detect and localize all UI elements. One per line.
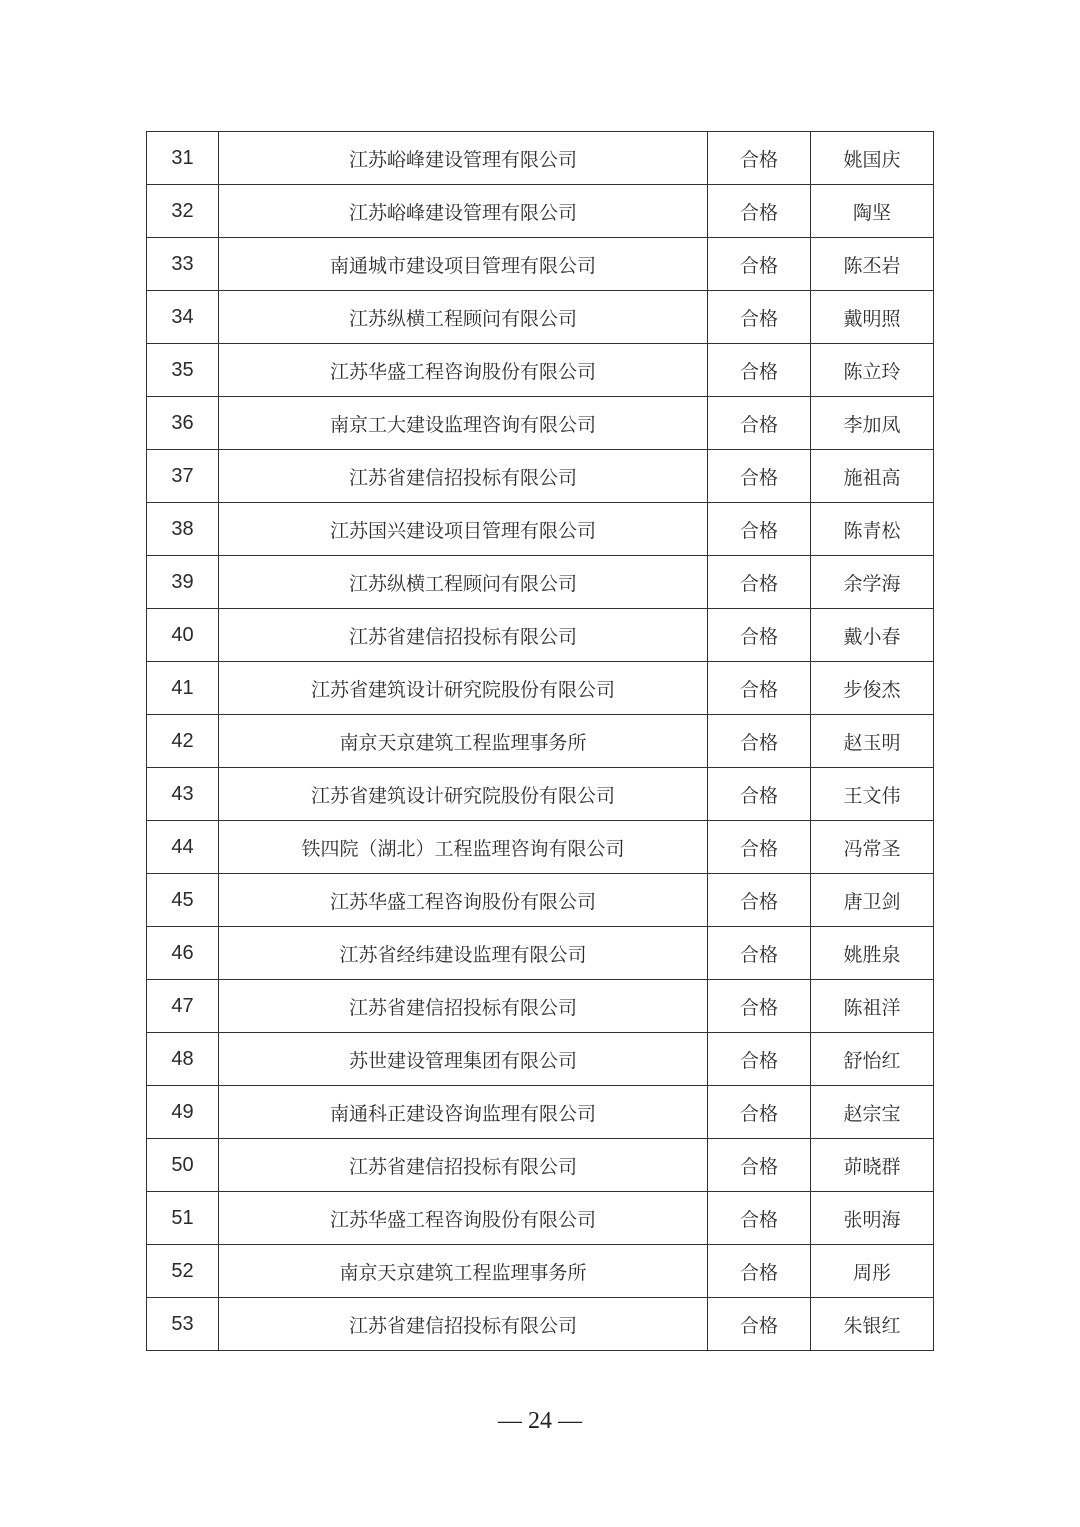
table-row: [147, 715, 934, 768]
result-status: 合格: [708, 1298, 811, 1351]
row-number: 50: [147, 1139, 219, 1192]
result-status: 合格: [708, 1139, 811, 1192]
row-number: 47: [147, 980, 219, 1033]
row-number: 43: [147, 768, 219, 821]
company-name: 江苏省经纬建设监理有限公司: [219, 927, 708, 980]
person-name: 周彤: [811, 1245, 934, 1298]
result-status: 合格: [708, 397, 811, 450]
table-row: [147, 397, 934, 450]
company-name: 江苏省建信招投标有限公司: [219, 980, 708, 1033]
company-name: 江苏省建信招投标有限公司: [219, 609, 708, 662]
person-name: 陈祖洋: [811, 980, 934, 1033]
company-name: 南京天京建筑工程监理事务所: [219, 715, 708, 768]
result-status: 合格: [708, 450, 811, 503]
table-row: [147, 1192, 934, 1245]
table-row: [147, 1245, 934, 1298]
table-row: [147, 980, 934, 1033]
person-name: 李加凤: [811, 397, 934, 450]
company-name: 江苏纵横工程顾问有限公司: [219, 556, 708, 609]
result-status: 合格: [708, 503, 811, 556]
person-name: 步俊杰: [811, 662, 934, 715]
result-status: 合格: [708, 1033, 811, 1086]
row-number: 36: [147, 397, 219, 450]
person-name: 陈立玲: [811, 344, 934, 397]
row-number: 42: [147, 715, 219, 768]
company-name: 江苏华盛工程咨询股份有限公司: [219, 874, 708, 927]
person-name: 王文伟: [811, 768, 934, 821]
person-name: 姚胜泉: [811, 927, 934, 980]
company-name: 南通科正建设咨询监理有限公司: [219, 1086, 708, 1139]
table-row: [147, 556, 934, 609]
result-status: 合格: [708, 609, 811, 662]
person-name: 余学海: [811, 556, 934, 609]
table-row: [147, 768, 934, 821]
result-status: 合格: [708, 768, 811, 821]
result-status: 合格: [708, 132, 811, 185]
row-number: 32: [147, 185, 219, 238]
row-number: 53: [147, 1298, 219, 1351]
row-number: 39: [147, 556, 219, 609]
result-status: 合格: [708, 1192, 811, 1245]
result-status: 合格: [708, 715, 811, 768]
row-number: 34: [147, 291, 219, 344]
company-name: 江苏省建信招投标有限公司: [219, 450, 708, 503]
table-row: [147, 874, 934, 927]
page-number: — 24 —: [498, 1408, 582, 1434]
row-number: 51: [147, 1192, 219, 1245]
person-name: 戴明照: [811, 291, 934, 344]
result-status: 合格: [708, 344, 811, 397]
result-status: 合格: [708, 185, 811, 238]
row-number: 49: [147, 1086, 219, 1139]
row-number: 52: [147, 1245, 219, 1298]
company-name: 江苏峪峰建设管理有限公司: [219, 132, 708, 185]
result-status: 合格: [708, 821, 811, 874]
row-number: 48: [147, 1033, 219, 1086]
company-name: 江苏省建筑设计研究院股份有限公司: [219, 662, 708, 715]
result-status: 合格: [708, 662, 811, 715]
row-number: 44: [147, 821, 219, 874]
person-name: 姚国庆: [811, 132, 934, 185]
row-number: 31: [147, 132, 219, 185]
row-number: 33: [147, 238, 219, 291]
person-name: 茆晓群: [811, 1139, 934, 1192]
result-status: 合格: [708, 1086, 811, 1139]
row-number: 46: [147, 927, 219, 980]
table-row: [147, 927, 934, 980]
person-name: 唐卫剑: [811, 874, 934, 927]
result-status: 合格: [708, 1245, 811, 1298]
person-name: 赵玉明: [811, 715, 934, 768]
table-row: [147, 1086, 934, 1139]
result-status: 合格: [708, 556, 811, 609]
results-table: [146, 131, 934, 1351]
table-row: [147, 238, 934, 291]
table-row: [147, 291, 934, 344]
person-name: 舒怡红: [811, 1033, 934, 1086]
results-table-body: [147, 132, 934, 1351]
row-number: 45: [147, 874, 219, 927]
company-name: 江苏省建筑设计研究院股份有限公司: [219, 768, 708, 821]
row-number: 35: [147, 344, 219, 397]
table-row: [147, 1298, 934, 1351]
company-name: 苏世建设管理集团有限公司: [219, 1033, 708, 1086]
result-status: 合格: [708, 927, 811, 980]
result-status: 合格: [708, 874, 811, 927]
company-name: 江苏国兴建设项目管理有限公司: [219, 503, 708, 556]
person-name: 赵宗宝: [811, 1086, 934, 1139]
row-number: 40: [147, 609, 219, 662]
table-row: [147, 662, 934, 715]
company-name: 南通城市建设项目管理有限公司: [219, 238, 708, 291]
company-name: 铁四院（湖北）工程监理咨询有限公司: [219, 821, 708, 874]
table-row: [147, 450, 934, 503]
row-number: 38: [147, 503, 219, 556]
table-row: [147, 344, 934, 397]
person-name: 陈丕岩: [811, 238, 934, 291]
table-row: [147, 609, 934, 662]
person-name: 冯常圣: [811, 821, 934, 874]
company-name: 江苏华盛工程咨询股份有限公司: [219, 1192, 708, 1245]
table-row: [147, 1033, 934, 1086]
company-name: 江苏省建信招投标有限公司: [219, 1139, 708, 1192]
person-name: 陶坚: [811, 185, 934, 238]
company-name: 江苏纵横工程顾问有限公司: [219, 291, 708, 344]
table-row: [147, 1139, 934, 1192]
person-name: 朱银红: [811, 1298, 934, 1351]
person-name: 戴小春: [811, 609, 934, 662]
row-number: 41: [147, 662, 219, 715]
person-name: 施祖高: [811, 450, 934, 503]
company-name: 江苏省建信招投标有限公司: [219, 1298, 708, 1351]
company-name: 南京天京建筑工程监理事务所: [219, 1245, 708, 1298]
result-status: 合格: [708, 291, 811, 344]
result-status: 合格: [708, 238, 811, 291]
table-row: [147, 503, 934, 556]
table-row: [147, 821, 934, 874]
table-row: [147, 185, 934, 238]
company-name: 南京工大建设监理咨询有限公司: [219, 397, 708, 450]
company-name: 江苏峪峰建设管理有限公司: [219, 185, 708, 238]
person-name: 陈青松: [811, 503, 934, 556]
table-row: [147, 132, 934, 185]
row-number: 37: [147, 450, 219, 503]
result-status: 合格: [708, 980, 811, 1033]
person-name: 张明海: [811, 1192, 934, 1245]
company-name: 江苏华盛工程咨询股份有限公司: [219, 344, 708, 397]
